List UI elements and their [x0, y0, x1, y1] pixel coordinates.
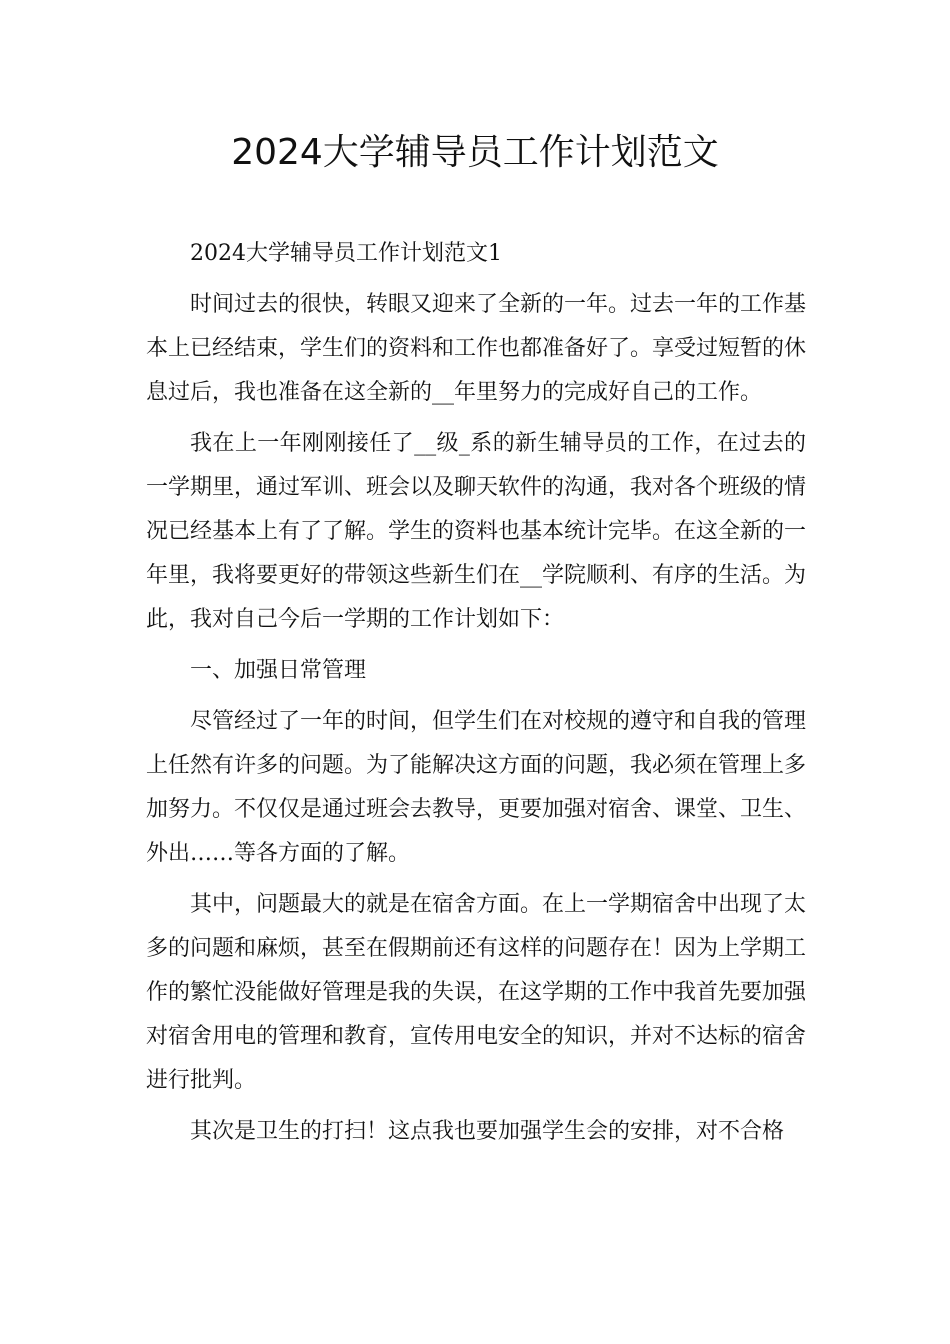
paragraph: 尽管经过了一年的时间，但学生们在对校规的遵守和自我的管理上任然有许多的问题。为了能解决这方面的问题，我必须在管理上多加努力。不仅仅是通过班会去教导，更要加强对宿舍、课堂、卫生、外出……等各方面的了解。	[146, 709, 807, 866]
paragraph: 时间过去的很快，转眼又迎来了全新的一年。过去一年的工作基本上已经结束，学生们的资料和工作也都准备好了。享受过短暂的休息过后，我也准备在这全新的__年里努力的完成好自己的工作。	[146, 292, 807, 405]
document-body	[146, 232, 806, 1161]
paragraph: 其中，问题最大的就是在宿舍方面。在上一学期宿舍中出现了太多的问题和麻烦，甚至在假期前还有这样的问题存在！因为上学期工作的繁忙没能做好管理是我的失误，在这学期的工作中我首先要加强对宿舍用电的管理和教育，宣传用电安全的知识，并对不达标的宿舍进行批判。	[146, 892, 807, 1093]
paragraph-subtitle: 2024大学辅导员工作计划范文1	[190, 241, 502, 266]
paragraph: 其次是卫生的打扫！这点我也要加强学生会的安排，对不合格	[190, 1119, 785, 1144]
document-title: 2024大学辅导员工作计划范文	[231, 132, 719, 173]
paragraph: 我在上一年刚刚接任了__级_系的新生辅导员的工作，在过去的一学期里，通过军训、班会以及聊天软件的沟通，我对各个班级的情况已经基本上有了了解。学生的资料也基本统计完毕。在这全新的一年里，我将要更好的带领这些新生们在__学院顺利、有序的生活。为此，我对自己今后一学期的工作计划如下：	[146, 431, 807, 632]
section-heading: 一、加强日常管理	[190, 658, 367, 683]
